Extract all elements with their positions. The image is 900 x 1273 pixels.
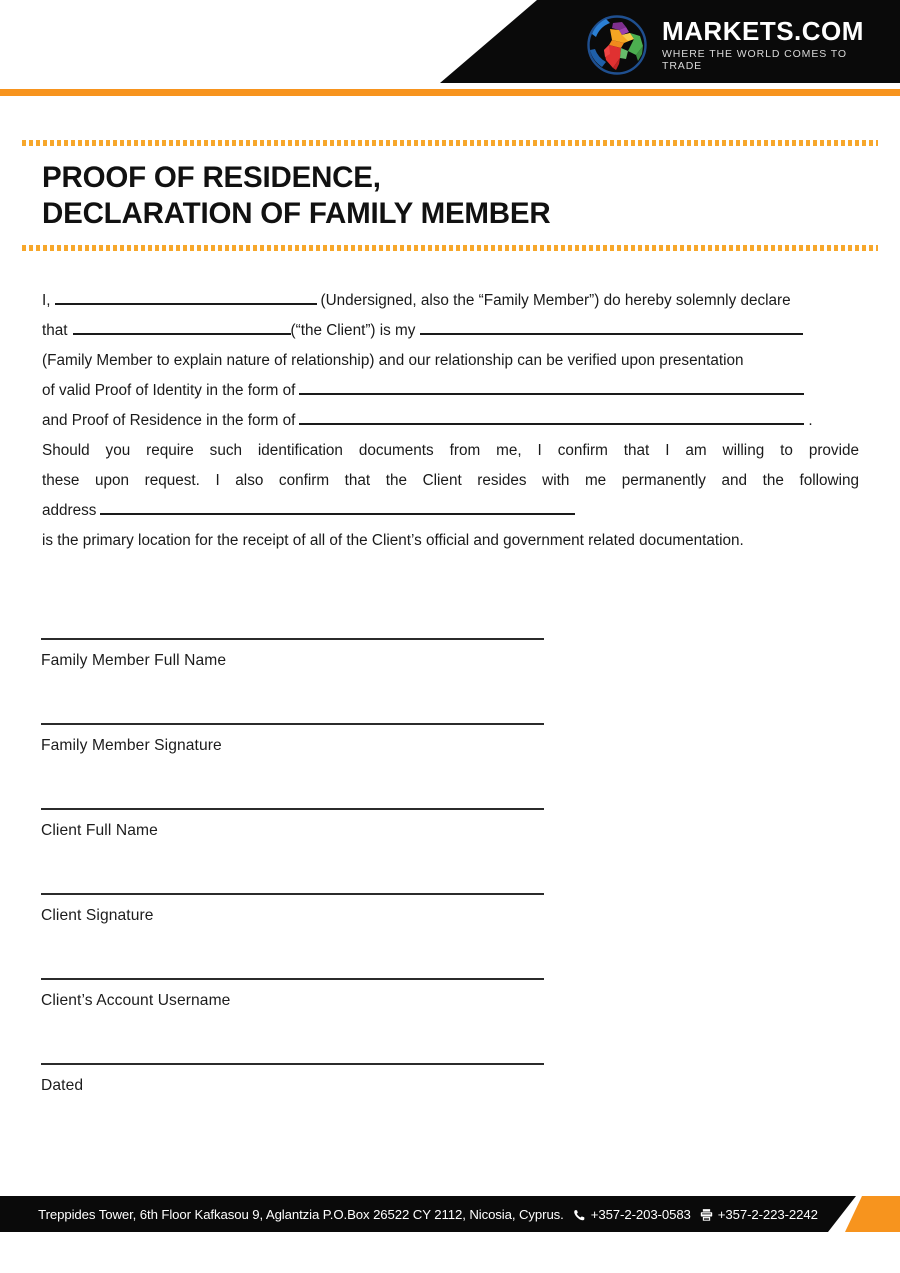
footer-address: Treppides Tower, 6th Floor Kafkasou 9, Aglantzia P.O.Box 26522 CY 2112, Nicosia, Cyprus.: [38, 1206, 564, 1222]
signature-label: Dated: [41, 1077, 84, 1094]
declaration-line-6: Should you require such identification documents from me, I confirm that I am willing to provide: [42, 442, 859, 459]
blank-client-name[interactable]: [73, 321, 291, 335]
declaration-line-8: [42, 496, 859, 526]
declaration-line-1-suffix: (Undersigned, also the “Family Member”) do hereby solemnly declare: [320, 292, 791, 309]
declaration-line-2-suffix: (“the Client”) is my: [290, 322, 416, 339]
declaration-line-7: these upon request. I also confirm that the Client resides with me permanently and the following: [42, 472, 859, 489]
signature-field-family-member-signature: [41, 723, 561, 808]
signature-line[interactable]: [41, 893, 544, 895]
declaration-line-2: [42, 316, 859, 346]
brand-logo: [586, 14, 886, 76]
signature-line[interactable]: [41, 1063, 544, 1065]
brand-name: MARKETS.COM: [662, 15, 864, 46]
footer-fax-number: +357-2-223-2242: [717, 1206, 818, 1222]
header-accent-bar: [0, 89, 900, 96]
declaration-line-5-suffix: .: [808, 412, 813, 429]
signature-field-client-account-username: [41, 978, 561, 1063]
brand-logo-text: [662, 15, 886, 73]
blank-address[interactable]: [100, 501, 575, 515]
declaration-line-1-prefix: I,: [42, 292, 51, 309]
signature-line[interactable]: [41, 978, 544, 980]
page-title: [22, 146, 878, 245]
signature-label: Client’s Account Username: [41, 992, 231, 1009]
declaration-line-4: [42, 376, 859, 406]
signature-field-family-member-full-name: [41, 638, 561, 723]
signature-label: Client Full Name: [41, 822, 158, 839]
blank-proof-of-identity[interactable]: [299, 381, 804, 395]
declaration-line-4-prefix: of valid Proof of Identity in the form of: [42, 382, 296, 399]
page-title-line-1: PROOF OF RESIDENCE,: [42, 161, 381, 194]
declaration-line-5: [42, 406, 859, 436]
phone-icon: [573, 1209, 586, 1222]
blank-proof-of-residence[interactable]: [299, 411, 804, 425]
brand-tagline: WHERE THE WORLD COMES TO TRADE: [662, 48, 847, 73]
blank-undersigned-name[interactable]: [55, 291, 317, 305]
page-footer: [0, 1196, 900, 1234]
footer-contact-info: [0, 1196, 856, 1232]
declaration-line-9: is the primary location for the receipt of all of the Client’s official and government related documentation.: [42, 532, 744, 549]
declaration-line-8-prefix: address: [42, 502, 97, 519]
title-dotted-rule-bottom: [22, 245, 878, 251]
signature-field-client-signature: [41, 893, 561, 978]
fax-icon: [700, 1208, 713, 1222]
page-header: [0, 0, 900, 90]
signature-label: Client Signature: [41, 907, 154, 924]
declaration-line-5-prefix: and Proof of Residence in the form of: [42, 412, 296, 429]
signature-section: [41, 638, 561, 1148]
declaration-line-3: (Family Member to explain nature of relationship) and our relationship can be verified upon presentation: [42, 352, 744, 369]
signature-line[interactable]: [41, 638, 544, 640]
page-title-line-2: DECLARATION OF FAMILY MEMBER: [42, 196, 551, 230]
globe-icon: [586, 14, 648, 76]
footer-phone-number: +357-2-203-0583: [590, 1206, 691, 1222]
signature-field-client-full-name: [41, 808, 561, 893]
signature-line[interactable]: [41, 808, 544, 810]
signature-label: Family Member Signature: [41, 737, 222, 754]
declaration-line-2-prefix: that: [42, 322, 68, 339]
signature-field-dated: [41, 1063, 561, 1148]
signature-line[interactable]: [41, 723, 544, 725]
declaration-body: [42, 286, 859, 556]
title-section: [22, 140, 878, 251]
blank-relationship[interactable]: [420, 321, 803, 335]
signature-label: Family Member Full Name: [41, 652, 227, 669]
declaration-line-1: [42, 286, 859, 316]
